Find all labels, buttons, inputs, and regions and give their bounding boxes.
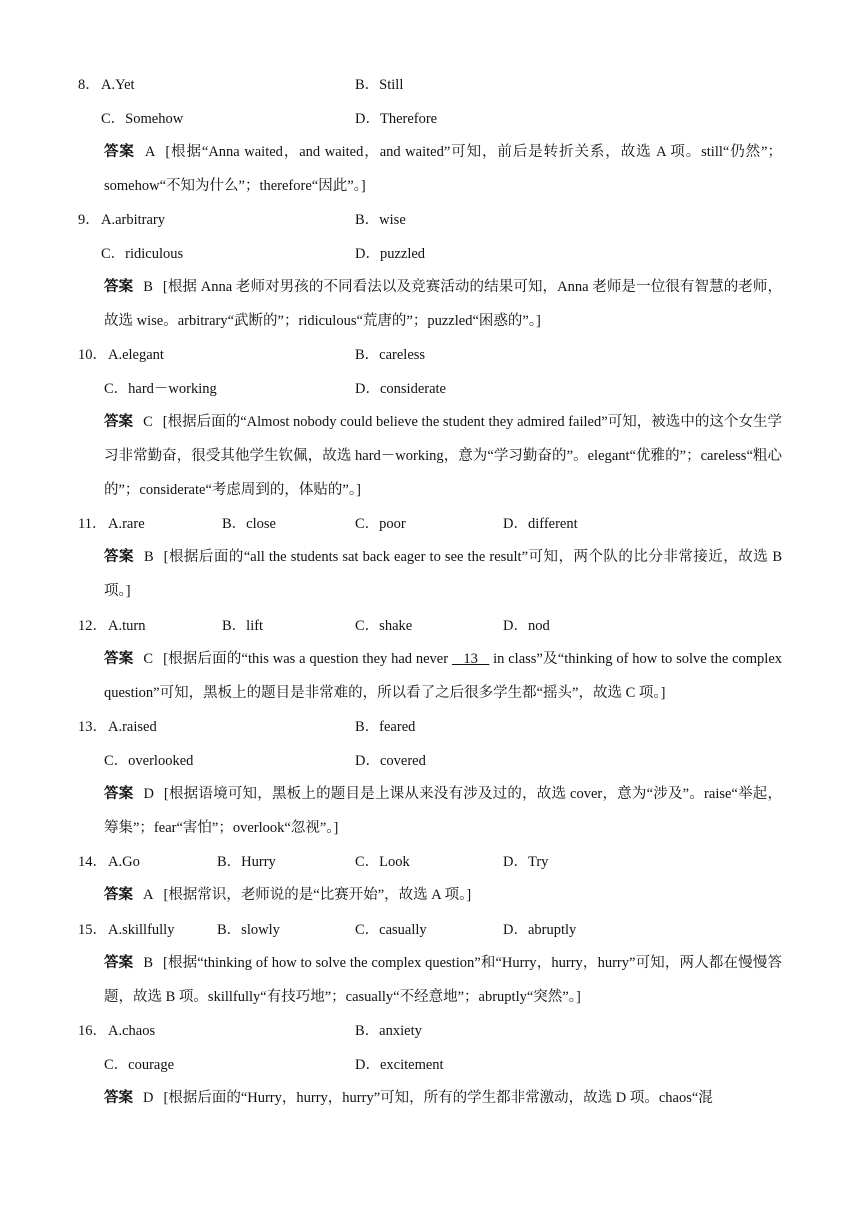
answer-label: 答案: [104, 1090, 133, 1106]
question-number: 14．: [78, 854, 107, 870]
question-16-options-cd: [0, 1053, 860, 1077]
answer-label: 答案: [104, 144, 135, 160]
answer-label: 答案: [104, 955, 134, 971]
answer-explanation-pre: [根据后面的“this was a question they had never: [163, 651, 452, 667]
option-c: C．shake: [355, 618, 413, 634]
option-d: D．different: [503, 516, 578, 532]
question-number: 12．: [78, 618, 107, 634]
option-b: B．wise: [355, 212, 406, 228]
question-9: [0, 208, 860, 232]
answer-explanation: [根据“Anna waited，and waited，and waited”可知，前后是转折关系，故选 A 项。still“仍然”；somehow“不知为什么”；therefore“因此”。]: [104, 144, 782, 194]
answer-16: [104, 1081, 782, 1115]
option-b: B．slowly: [217, 922, 280, 938]
question-15: [0, 918, 860, 942]
option-b: B．careless: [355, 347, 426, 363]
option-c: C．ridiculous: [101, 246, 184, 262]
answer-label: 答案: [104, 279, 134, 295]
answer-explanation: [根据“thinking of how to solve the complex question”和“Hurry，hurry，hurry”可知，两人都在慢慢答题，故选 B 项。skillfully“有技巧地”；casually“不经意地”；abruptly“突然”。]: [104, 955, 782, 1005]
answer-explanation-post: in class”及“thinking of how to solve the complex question”可知，黑板上的题目是非常难的，所以看了之后很多学生都“摇头”，故选 C 项。]: [104, 651, 783, 701]
option-c: C．overlooked: [104, 753, 194, 769]
blank-number: 13: [463, 651, 478, 667]
answer-explanation: [根据后面的“Almost nobody could believe the student they admired failed”可知，被选中的这个女生学习非常勤奋，很受其他学生钦佩，故选 hard－working，意为“学习勤奋的”。elegant“优雅的”；careless“粗心的”；considerate“考虑周到的，体贴的”。]: [104, 414, 783, 498]
answer-11: [104, 540, 782, 608]
option-c: C．hard－working: [104, 381, 217, 397]
option-a: A.rare: [108, 516, 145, 532]
option-c: C．Somehow: [101, 111, 184, 127]
question-number: 13．: [78, 719, 107, 735]
question-10: [0, 343, 860, 367]
option-b: B．anxiety: [355, 1023, 422, 1039]
answer-15: [104, 946, 782, 1014]
option-d: D．abruptly: [503, 922, 577, 938]
answer-10: [104, 405, 782, 507]
blank-reference: [452, 651, 489, 667]
question-14: [0, 850, 860, 874]
option-d: D．Therefore: [355, 111, 438, 127]
option-d: D．Try: [503, 854, 549, 870]
option-a: A.turn: [108, 618, 146, 634]
answer-label: 答案: [104, 786, 134, 802]
option-c: C．Look: [355, 854, 410, 870]
question-number: 9．: [78, 212, 100, 228]
answer-explanation: [根据后面的“Hurry，hurry，hurry”可知，所有的学生都非常激动，故选 D 项。chaos“混: [163, 1090, 713, 1106]
answer-label: 答案: [104, 549, 134, 565]
option-d: D．nod: [503, 618, 550, 634]
answer-explanation: [根据 Anna 老师对男孩的不同看法以及竞赛活动的结果可知，Anna 老师是一位很有智慧的老师，故选 wise。arbitrary“武断的”；ridiculous“荒唐的”；puzzled“困惑的”。]: [104, 279, 783, 329]
answer-12: [104, 642, 782, 710]
option-b: B．lift: [222, 618, 264, 634]
question-9-options-cd: [0, 242, 860, 266]
question-number: 10．: [78, 347, 107, 363]
option-c: C．poor: [355, 516, 406, 532]
option-b: B．Still: [355, 77, 404, 93]
answer-label: 答案: [104, 414, 134, 430]
question-8-options-cd: [0, 107, 860, 131]
option-a: A.skillfully: [108, 922, 175, 938]
question-8: [0, 73, 860, 97]
answer-letter: A: [144, 144, 156, 160]
answer-letter: A: [143, 887, 154, 903]
option-c: C．casually: [355, 922, 427, 938]
option-a: A.chaos: [108, 1023, 156, 1039]
answer-letter: C: [143, 651, 154, 667]
question-12: [0, 614, 860, 638]
option-d: D．puzzled: [355, 246, 426, 262]
answer-14: [104, 878, 782, 912]
option-a: A.Yet: [101, 77, 135, 93]
option-a: A.raised: [108, 719, 157, 735]
option-d: D．covered: [355, 753, 426, 769]
answer-8: [104, 135, 782, 203]
option-d: D．considerate: [355, 381, 446, 397]
option-b: B．feared: [355, 719, 416, 735]
option-a: A.Go: [108, 854, 140, 870]
option-b: B．Hurry: [217, 854, 276, 870]
question-13: [0, 715, 860, 739]
question-number: 8．: [78, 77, 100, 93]
option-b: B．close: [222, 516, 276, 532]
question-16: [0, 1019, 860, 1043]
answer-letter: B: [143, 279, 153, 295]
option-c: C．courage: [104, 1057, 175, 1073]
question-number: 11．: [78, 516, 107, 532]
option-a: A.arbitrary: [101, 212, 166, 228]
answer-13: [104, 777, 782, 845]
question-13-options-cd: [0, 749, 860, 773]
answer-explanation: [根据常识，老师说的是“比赛开始”，故选 A 项。]: [163, 887, 472, 903]
answer-explanation: [根据语境可知，黑板上的题目是上课从来没有涉及过的，故选 cover，意为“涉及”。raise“举起，筹集”；fear“害怕”；overlook“忽视”。]: [104, 786, 782, 836]
question-10-options-cd: [0, 377, 860, 401]
answer-explanation: [根据后面的“all the students sat back eager to see the result”可知，两个队的比分非常接近，故选 B 项。]: [104, 549, 782, 599]
question-number: 16．: [78, 1023, 107, 1039]
answer-label: 答案: [104, 651, 134, 667]
answer-label: 答案: [104, 887, 133, 903]
answer-letter: B: [143, 549, 154, 565]
question-11: [0, 512, 860, 536]
answer-letter: D: [143, 786, 154, 802]
answer-letter: D: [143, 1090, 154, 1106]
option-a: A.elegant: [108, 347, 164, 363]
answer-9: [104, 270, 782, 338]
answer-letter: B: [143, 955, 153, 971]
question-number: 15．: [78, 922, 107, 938]
answer-letter: C: [143, 414, 153, 430]
option-d: D．excitement: [355, 1057, 444, 1073]
